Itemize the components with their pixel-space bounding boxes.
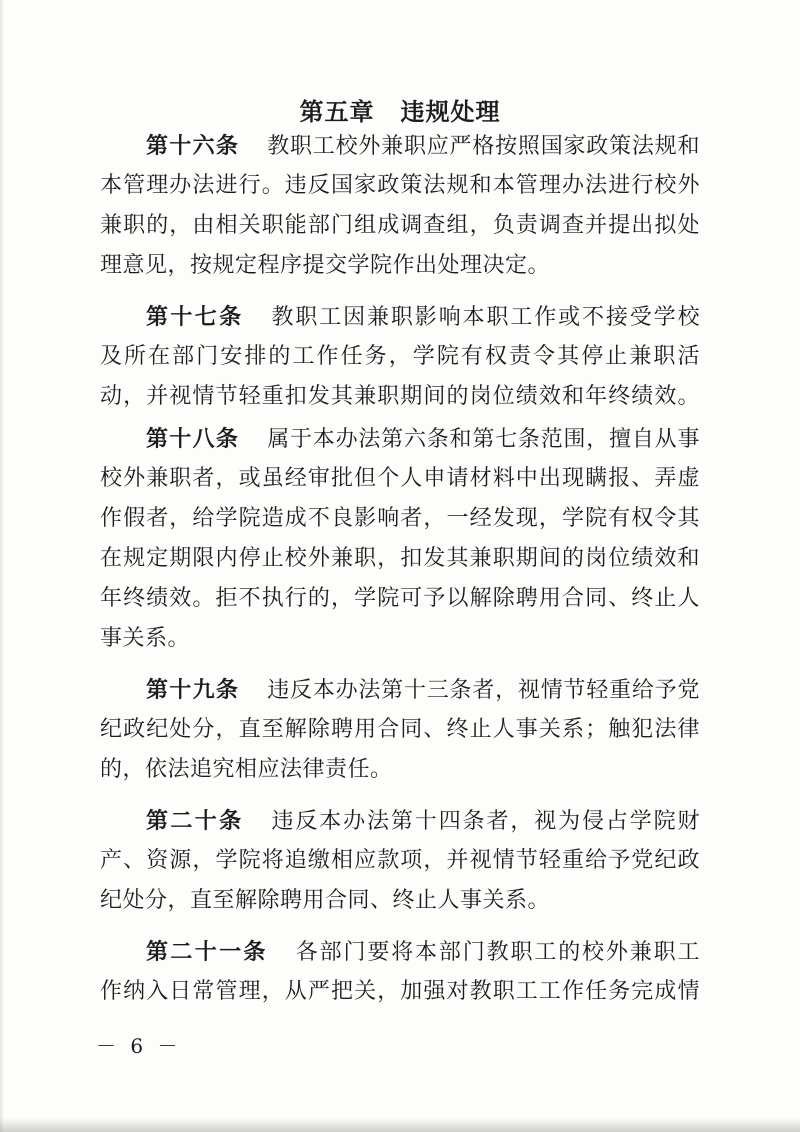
page-edge-shadow: [0, 0, 4, 1132]
article-line: 校外兼职者，或虽经审批但个人申请材料中出现瞒报、弄虚: [100, 466, 700, 491]
article-line: 第二十条 违反本办法第十四条者，视为侵占学院财: [146, 808, 700, 834]
article-line: 的，依法追究相应法律责任。: [100, 757, 393, 782]
article-16: [100, 126, 700, 286]
article-17: [100, 297, 700, 417]
chapter-heading: [0, 92, 800, 127]
page-bottom-shadow: [0, 1118, 800, 1132]
article-number: 第十六条: [146, 133, 240, 159]
article-line: 兼职的，由相关职能部门组成调查组，负责调查并提出拟处: [100, 213, 700, 238]
article-18: [100, 419, 700, 659]
article-line: 作假者，给学院造成不良影响者，一经发现，学院有权令其: [100, 506, 700, 531]
article-line: 动，并视情节轻重扣发其兼职期间的岗位绩效和年终绩效。: [100, 384, 700, 409]
article-number: 第二十条: [146, 808, 244, 834]
article-21: [100, 932, 700, 1012]
article-line: 在规定期限内停止校外兼职，扣发其兼职期间的岗位绩效和: [100, 546, 700, 571]
article-line: 第十九条 违反本办法第十三条者，视情节轻重给予党: [146, 677, 700, 703]
chapter-title: 违规处理: [400, 97, 501, 126]
article-number: 第二十一条: [146, 939, 268, 965]
chapter-number: 第五章: [299, 97, 375, 126]
article-line: 理意见，按规定程序提交学院作出处理决定。: [100, 253, 551, 278]
article-line: 产、资源，学院将追缴相应款项，并视情节轻重给予党纪政: [100, 848, 700, 873]
article-line: 事关系。: [100, 626, 191, 651]
article-number: 第十八条: [146, 426, 240, 452]
article-20: [100, 801, 700, 921]
article-line: 本管理办法进行。违反国家政策法规和本管理办法进行校外: [100, 173, 700, 198]
article-line: 第二十一条 各部门要将本部门教职工的校外兼职工: [146, 939, 700, 965]
article-line: 及所在部门安排的工作任务，学院有权责令其停止兼职活: [100, 344, 700, 369]
article-line: 纪处分，直至解除聘用合同、终止人事关系。: [100, 888, 551, 913]
article-line: 第十八条 属于本办法第六条和第七条范围，擅自从事: [146, 426, 700, 452]
article-line: 作纳入日常管理，从严把关，加强对教职工工作任务完成情: [100, 979, 700, 1004]
article-line: 年终绩效。拒不执行的，学院可予以解除聘用合同、终止人: [100, 586, 700, 611]
document-body: [100, 126, 700, 1012]
article-number: 第十七条: [146, 304, 244, 330]
page-number: － 6 －: [96, 1034, 182, 1058]
article-number: 第十九条: [146, 677, 240, 703]
article-19: [100, 670, 700, 790]
article-line: 第十六条 教职工校外兼职应严格按照国家政策法规和: [146, 133, 700, 159]
article-line: 纪政纪处分，直至解除聘用合同、终止人事关系；触犯法律: [100, 717, 700, 742]
article-line: 第十七条 教职工因兼职影响本职工作或不接受学校: [146, 304, 700, 330]
